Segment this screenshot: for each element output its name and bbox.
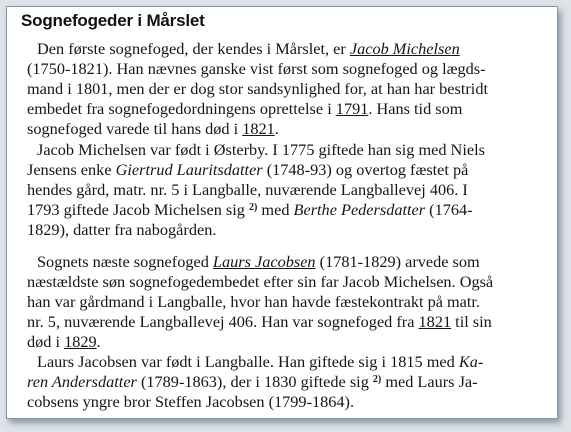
text: med [257, 200, 294, 219]
text-line: 1829), datter fra nabogården. [27, 220, 217, 239]
text-line [27, 39, 547, 59]
text-line: cobsens yngre bror Steffen Jacobsen (1799-1864). [27, 392, 355, 411]
text: Laurs Jacobsen var født i Langballe. Han giftede sig i 1815 med [37, 352, 459, 371]
text: . [274, 119, 279, 138]
person-name: Jacob Michelsen [349, 39, 460, 58]
text-line [27, 312, 547, 332]
year-link: 1821 [242, 119, 275, 138]
text-line: han var gårdmand i Langballe, hvor han havde fæstekontrakt på matr. [27, 292, 481, 311]
footnote-marker: 2) [249, 202, 258, 213]
year-link: 1829 [64, 332, 97, 351]
paragraph-first-sognefoged [27, 39, 547, 139]
document-card [6, 6, 558, 419]
text: nr. 5, nuværende Langballevej 406. Han var sognefoged fra [27, 312, 419, 331]
year-link: 1821 [418, 312, 452, 331]
document-title: Sognefogeder i Mårslet [21, 11, 205, 30]
text: Jensens enke [27, 160, 116, 179]
text-line: hendes gård, matr. nr. 5 i Langballe, nuværende Langballevej 406. I [27, 180, 468, 199]
person-name: Ka- [458, 352, 484, 371]
text: sognefoged varede til hans død i [27, 119, 243, 138]
text-line [27, 332, 547, 352]
year-link: 1791 [335, 99, 369, 118]
text-line: næstældste søn sognefogedembedet efter sin far Jacob Michelsen. Også [27, 272, 494, 291]
text-line [27, 160, 547, 180]
text-line [27, 200, 547, 220]
person-name: Laurs Jacobsen [212, 252, 316, 271]
text: med Laurs Ja- [381, 372, 478, 391]
text: død i [27, 332, 65, 351]
text: . [96, 332, 101, 351]
footnote-marker: 2) [372, 374, 382, 385]
person-name: Giertrud Lauritsdatter [115, 160, 263, 179]
person-name: ren Andersdatter [27, 372, 137, 391]
text-line: Jacob Michelsen var født i Østerby. I 1775 giftede han sig med Niels [37, 140, 485, 159]
text: Sognets næste sognefoged [37, 252, 213, 271]
text-line: (1750-1821). Han nævnes ganske vist først som sognefoged og lægds- [27, 59, 486, 78]
text: . Hans tid som [368, 99, 463, 118]
text-line: mand i 1801, men der er dog stor sandsynlighed for, at han har bestridt [27, 79, 488, 98]
text: (1764- [425, 200, 473, 219]
paragraph-laurs-jacobsen-family [27, 352, 547, 412]
text: embedet fra sognefogedordningens oprettelse i [27, 99, 336, 118]
text-line [27, 119, 547, 139]
text: (1748-93) og overtog fæstet på [262, 160, 469, 179]
text-line [27, 352, 547, 372]
person-name: Berthe Pedersdatter [293, 200, 426, 219]
paragraph-next-sognefoged [27, 252, 547, 352]
text: 1793 giftede Jacob Michelsen sig [27, 200, 250, 219]
text: (1789-1863), der i 1830 giftede sig [136, 372, 373, 391]
text: (1781-1829) arvede som [315, 252, 480, 271]
text: til sin [451, 312, 492, 331]
paragraph-jacob-michelsen-family [27, 140, 547, 240]
text-line [27, 99, 547, 119]
text-line [27, 372, 547, 392]
text-line [27, 252, 547, 272]
text: Den første sognefoged, der kendes i Mårslet, er [37, 39, 350, 58]
